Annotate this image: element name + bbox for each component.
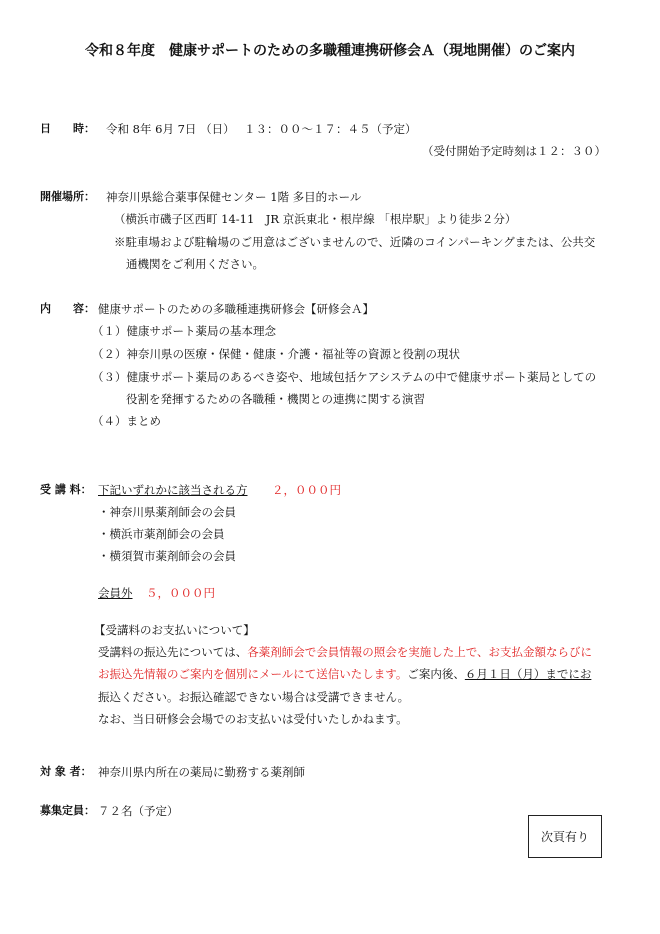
payment-heading: 【受講料のお支払いについて】 [94, 623, 255, 637]
content-item-3: （３）健康サポート薬局のあるべき姿や、地域包括ケアシステムの中で健康サポート薬局としての [92, 370, 597, 384]
reception-time: （受付開始予定時刻は１２：３０） [422, 144, 606, 158]
fee-label: 受 講 料： [40, 483, 92, 496]
venue-value: 神奈川県総合薬事保健センター 1階 多目的ホール [106, 190, 362, 204]
fee-nonmember-price: ５，０００円 [146, 586, 215, 600]
fee-nonmember-label: 会員外 [98, 586, 133, 600]
next-page-box [528, 815, 602, 858]
target-value: 神奈川県内所在の薬局に勤務する薬剤師 [98, 765, 305, 779]
fee-member-condition: 下記いずれかに該当される方 [98, 483, 248, 497]
date-label: 日 時： [40, 122, 95, 135]
content-label: 内 容： [40, 302, 95, 315]
date-value: 令和 8年 6月 7日 （日） １３：００～１７：４５（予定） [106, 122, 417, 136]
next-page-label: 次頁有り [540, 830, 589, 844]
content-item-2: （２）神奈川県の医療・保健・健康・介護・福祉等の資源と役割の現状 [92, 347, 460, 361]
parking-note-1: ※駐車場および駐輪場のご用意はございませんので、近隣のコインパーキングまたは、公共交 [114, 235, 596, 249]
payment-line-3: 振込ください。お振込確認できない場合は受講できません。 [98, 690, 410, 704]
fee-group-3: ・横須賀市薬剤師会の会員 [98, 549, 236, 563]
capacity-label: 募集定員： [40, 804, 95, 817]
content-item-3-cont: 役割を発揮するための各職種・機関との連携に関する演習 [126, 392, 425, 406]
content-item-4: （４）まとめ [92, 414, 161, 428]
capacity-value: ７２名（予定） [98, 804, 179, 818]
fee-group-2: ・横浜市薬剤師会の会員 [98, 527, 225, 541]
fee-member-price: ２，０００円 [272, 483, 341, 497]
payment-line-1: 受講料の振込先については、各薬剤師会で会員情報の照会を実施した上で、お支払金額ならびに [98, 645, 593, 659]
venue-address: （横浜市磯子区西町 14-11 JR 京浜東北・根岸線 「根岸駅」より徒歩２分） [114, 212, 517, 226]
payment-line-4: なお、当日研修会会場でのお支払いは受付いたしかねます。 [98, 712, 408, 726]
venue-label: 開催場所： [40, 190, 95, 203]
page-title: 令和８年度 健康サポートのための多職種連携研修会Ａ（現地開催）のご案内 [85, 43, 575, 59]
content-value: 健康サポートのための多職種連携研修会【研修会Ａ】 [98, 302, 374, 316]
target-label: 対 象 者： [40, 765, 92, 778]
content-item-1: （１）健康サポート薬局の基本理念 [92, 324, 276, 338]
payment-line-2: お振込先情報のご案内を個別にメールにて送信いたします。ご案内後、６月１日（月）までにお [98, 667, 592, 681]
fee-group-1: ・神奈川県薬剤師会の会員 [98, 505, 236, 519]
parking-note-2: 通機関をご利用ください。 [126, 257, 264, 271]
